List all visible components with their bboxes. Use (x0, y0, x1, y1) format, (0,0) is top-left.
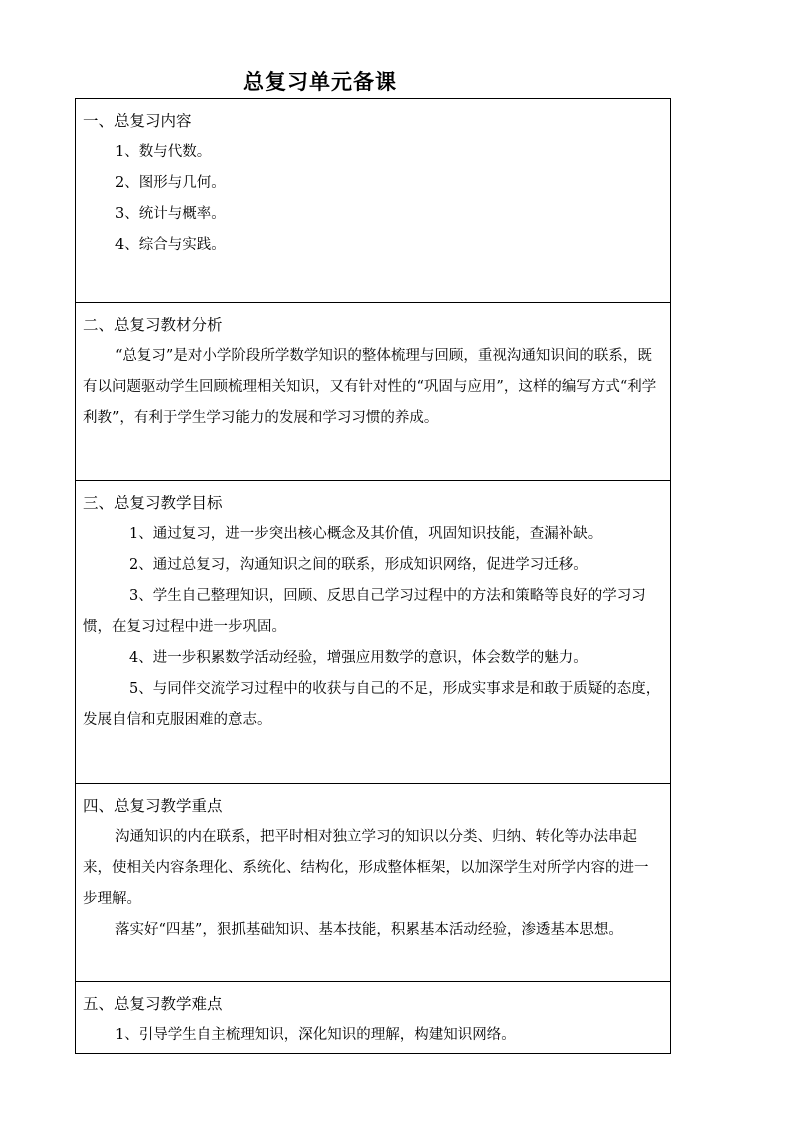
difficulty-item: 1、引导学生自主梳理知识，深化知识的理解，构建知识网络。 (115, 1027, 516, 1043)
section-content-cell (76, 99, 671, 303)
goal-item: 3、学生自己整理知识，回顾、反思自己学习过程中的方法和策略等良好的学习习惯，在复习过程中进一步巩固。 (83, 588, 646, 635)
content-item: 2、图形与几何。 (115, 175, 226, 191)
section-heading: 五、总复习教学难点 (83, 995, 223, 1013)
section-content-row (76, 99, 671, 303)
analysis-paragraph: “总复习”是对小学阶段所学数学知识的整体梳理与回顾，重视沟通知识间的联系，既有以问题驱动学生回顾梳理相关知识，又有针对性的“巩固与应用”，这样的编写方式“利学利教”，有利于学生学习能力的发展和学习习惯的养成。 (83, 348, 657, 426)
section-focus-cell (76, 784, 671, 982)
focus-paragraph: 落实好“四基”，狠抓基础知识、基本技能，积累基本活动经验，渗透基本思想。 (115, 922, 623, 938)
section-goals-row (76, 481, 671, 784)
lesson-plan-table (75, 98, 671, 1054)
section-heading: 二、总复习教材分析 (83, 316, 223, 334)
section-heading: 一、总复习内容 (83, 112, 192, 130)
section-heading: 三、总复习教学目标 (83, 494, 223, 512)
section-analysis-cell (76, 303, 671, 481)
goal-item: 1、通过复习，进一步突出核心概念及其价值，巩固知识技能，查漏补缺。 (129, 526, 603, 542)
document-title: 总复习单元备课 (243, 69, 397, 94)
section-difficulty-cell (76, 982, 671, 1054)
goal-item: 2、通过总复习，沟通知识之间的联系，形成知识网络，促进学习迁移。 (129, 557, 588, 573)
section-goals-cell (76, 481, 671, 784)
section-analysis-row (76, 303, 671, 481)
content-item: 1、数与代数。 (115, 144, 212, 160)
goal-item: 5、与同伴交流学习过程中的收获与自己的不足，形成实事求是和敢于质疑的态度，发展自信和克服困难的意志。 (83, 681, 661, 728)
section-difficulty-row (76, 982, 671, 1054)
goal-item: 4、进一步积累数学活动经验，增强应用数学的意识，体会数学的魅力。 (129, 650, 588, 666)
section-focus-row (76, 784, 671, 982)
content-item: 3、统计与概率。 (115, 206, 226, 222)
focus-paragraph: 沟通知识的内在联系，把平时相对独立学习的知识以分类、归纳、转化等办法串起来，使相关内容条理化、系统化、结构化，形成整体框架，以加深学生对所学内容的进一步理解。 (83, 829, 649, 907)
section-heading: 四、总复习教学重点 (83, 797, 223, 815)
content-item: 4、综合与实践。 (115, 237, 226, 253)
